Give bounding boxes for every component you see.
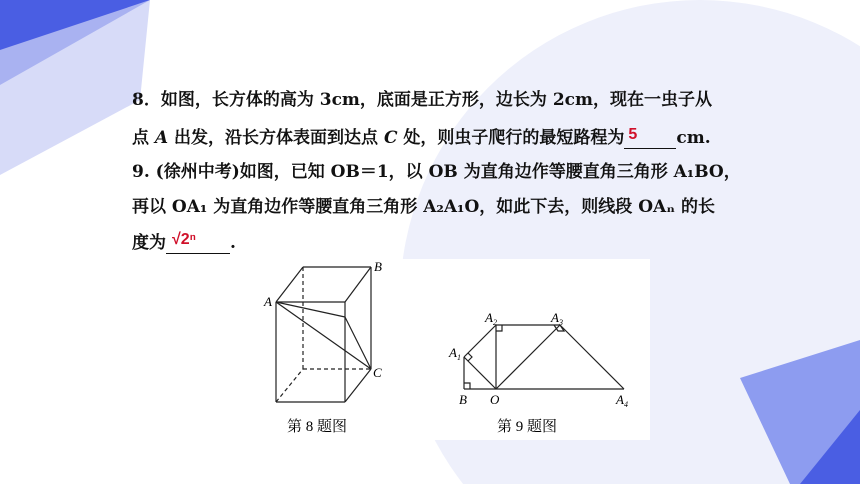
problem-8-text-2b: 出发，沿长方体表面到达点 [168,128,384,148]
problem-8-unit: cm. [676,128,711,148]
problem-9-text-1: 9. (徐州中考)如图，已知 OB＝1，以 OB 为直角边作等腰直角三角形 A₁BO， [132,162,741,182]
fig8-label-b: B [374,259,382,274]
fig9-label-a4: $A_4$ [616,392,628,409]
problem-9-line-3 [132,232,236,254]
fig9-label-a3: $A_3$ [551,310,563,327]
problem-9-text-2: 再以 OA₁ 为直角边作等腰直角三角形 A₂A₁O，如此下去，则线段 OAₙ 的长 [132,197,715,217]
figures-svg [259,259,650,440]
problem-9-line-2 [132,196,715,218]
fig9-label-a1: $A_1$ [449,345,461,362]
figure-8-box [276,267,371,402]
problem-8-text-1: 8．如图，长方体的高为 3cm，底面是正方形，边长为 2cm，现在一虫子从 [132,90,712,110]
fig9-label-a2: $A_2$ [485,310,497,327]
answer-9: √2ⁿ [172,231,197,248]
fig8-label-c: C [373,365,382,380]
problem-8-text-2a: 点 [132,128,155,148]
problem-9-text-3-prefix: 度为 [132,233,166,253]
answer-blank-9 [166,233,230,254]
answer-blank-8 [624,128,676,149]
figures-panel [259,259,650,440]
problem-8-text-2c: 处，则虫子爬行的最短路程为 [397,128,625,148]
problem-9-text-3-suffix: . [230,233,236,253]
problem-8-line-2 [132,127,711,149]
point-c-var: C [383,128,398,148]
problem-8-line-1 [132,89,712,111]
fig9-caption: 第 9 题图 [497,419,558,435]
fig9-label-o: O [490,392,500,407]
fig8-caption: 第 8 题图 [287,419,348,435]
fig8-label-a: A [264,294,272,309]
problem-9-line-1 [132,161,741,183]
answer-8: 5 [628,126,638,143]
fig9-label-b: B [459,392,467,407]
figure-9-triangles [464,325,624,389]
point-a-var: A [154,128,169,148]
